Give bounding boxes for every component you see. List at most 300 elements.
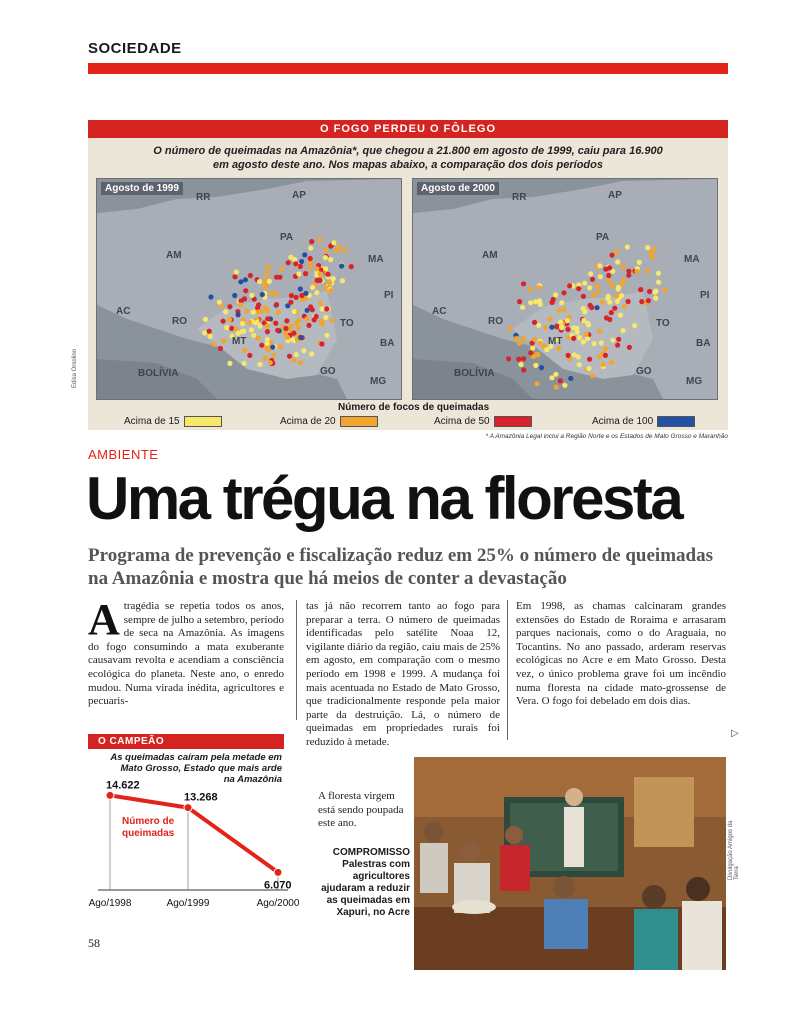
fire-dot — [307, 265, 312, 270]
state-label-go: GO — [636, 366, 652, 377]
infobox-subtitle-line1: O número de queimadas na Amazônia*, que chegou a 21.800 em agosto de 1999, caiu para 16.900 — [153, 145, 663, 157]
fire-dot — [242, 296, 247, 301]
fire-dot — [248, 273, 253, 278]
fire-dot — [260, 292, 265, 297]
fire-dot — [634, 269, 639, 274]
fire-dot — [283, 326, 288, 331]
fire-dot — [591, 292, 596, 297]
fire-dot — [208, 334, 213, 339]
legend-swatch-blue — [657, 416, 695, 427]
fire-dot — [218, 346, 223, 351]
fire-dot — [508, 326, 513, 331]
fire-dot — [599, 340, 604, 345]
fire-dot — [323, 255, 328, 260]
legend-swatch-red — [494, 416, 532, 427]
fire-dot — [610, 283, 615, 288]
state-label-ro: RO — [172, 316, 187, 327]
fire-dot — [567, 283, 572, 288]
state-label-am: AM — [166, 250, 182, 261]
fire-dot — [289, 293, 294, 298]
map-1999-label: Agosto de 1999 — [101, 182, 183, 195]
fire-dot — [251, 333, 256, 338]
body-col2b-text: A floresta virgem está sendo poupada este ano. — [318, 790, 404, 830]
fire-dot — [294, 295, 299, 300]
state-label-pa: PA — [596, 232, 610, 243]
fire-dot — [325, 333, 330, 338]
fire-dot — [561, 307, 566, 312]
state-label-ap: AP — [292, 190, 306, 201]
column-rule-2 — [507, 600, 508, 740]
fire-dot — [242, 348, 247, 353]
fire-dot — [576, 354, 581, 359]
chart-value-label: 13.268 — [184, 791, 218, 804]
fire-dot — [554, 324, 559, 329]
body-col3-text: Em 1998, as chamas calcinaram grandes extensões do Estado de Roraima e arrasaram parques nacionais, como o do Araguaia, no Tocantins. No ano passado, arderam reservas ecológicas no Acre e em Mato Grosso. Desta vez, o único problema grave foi um incêndio numa floresta na cidade mato-grossense de Vera. O fogo foi debelado em dois dias. — [516, 600, 726, 708]
fire-dot — [294, 352, 299, 357]
fire-dot — [571, 325, 576, 330]
fire-dot — [575, 330, 580, 335]
fire-dot — [562, 383, 567, 388]
state-label-rr: RR — [196, 192, 211, 203]
kicker: AMBIENTE — [88, 447, 159, 462]
fire-dot — [293, 261, 298, 266]
fire-dot — [208, 294, 213, 299]
fire-dot — [232, 274, 237, 279]
legend-swatch-yellow — [184, 416, 222, 427]
fire-dot — [212, 342, 217, 347]
infobox-subtitle — [88, 144, 728, 172]
fire-dot — [319, 341, 324, 346]
headline: Uma trégua na floresta — [86, 465, 682, 532]
fire-dot — [303, 271, 308, 276]
fire-dot — [528, 300, 533, 305]
state-label-ac: AC — [116, 306, 131, 317]
photo-caption-text: Palestras com agricultores ajudaram a reduzir as queimadas em Xapuri, no Acre — [321, 859, 410, 918]
fire-dot — [271, 353, 276, 358]
fire-dot — [521, 281, 526, 286]
legend-item-15 — [124, 416, 222, 427]
fire-dot — [532, 337, 537, 342]
fire-dot — [576, 286, 581, 291]
fire-dot — [594, 305, 599, 310]
legend-label-20: Acima de 20 — [280, 416, 336, 427]
fire-dot — [607, 317, 612, 322]
fire-dot — [221, 338, 226, 343]
fire-dot — [585, 336, 590, 341]
dek: Programa de prevenção e fiscalização reduz em 25% o número de queimadas na Amazônia e mostra que há meios de conter a devastação — [88, 545, 713, 589]
fire-dot — [618, 313, 623, 318]
fire-dot — [536, 323, 541, 328]
fire-dot — [547, 317, 552, 322]
fire-dot — [256, 309, 261, 314]
fire-dot — [223, 309, 228, 314]
fire-dot — [304, 316, 309, 321]
fire-dot — [340, 278, 345, 283]
fire-dot — [298, 264, 303, 269]
fire-dot — [238, 279, 243, 284]
fire-dot — [288, 324, 293, 329]
fire-dot — [539, 365, 544, 370]
fire-dot — [606, 273, 611, 278]
fire-dot — [264, 346, 269, 351]
fire-dot — [284, 318, 289, 323]
fire-dot — [517, 341, 522, 346]
fire-dot — [256, 302, 261, 307]
fire-dot — [257, 279, 262, 284]
photo-caption-title: COMPROMISSO — [332, 847, 410, 858]
chart-point — [184, 804, 192, 812]
page-number: 58 — [88, 936, 100, 950]
fire-dot — [616, 287, 621, 292]
fire-dot — [588, 303, 593, 308]
fire-dot — [612, 306, 617, 311]
fire-dot — [528, 287, 533, 292]
fire-dot — [559, 300, 564, 305]
fire-dot — [331, 276, 336, 281]
fire-dot — [247, 353, 252, 358]
fire-dot — [603, 353, 608, 358]
fire-dot — [558, 378, 563, 383]
state-label-mt: MT — [548, 336, 563, 347]
fire-dot — [549, 375, 554, 380]
fire-dot — [520, 305, 525, 310]
fire-dot — [275, 310, 280, 315]
state-label-ba: BA — [696, 338, 711, 349]
fire-dot — [312, 317, 317, 322]
state-label-to: TO — [656, 318, 670, 329]
fire-dot — [285, 335, 290, 340]
fire-dot — [236, 312, 241, 317]
fire-dot — [653, 289, 658, 294]
fire-dot — [621, 328, 626, 333]
body-column-2 — [306, 600, 500, 750]
fire-dot — [619, 282, 624, 287]
fire-dot — [581, 339, 586, 344]
photo-caption — [318, 847, 410, 919]
body-column-3 — [516, 600, 726, 709]
fire-dot — [265, 329, 270, 334]
fire-dot — [314, 266, 319, 271]
fire-dot — [207, 329, 212, 334]
legend-swatch-orange — [340, 416, 378, 427]
fire-dot — [590, 277, 595, 282]
chart-series-label: Número de queimadas — [122, 816, 175, 839]
fire-dot — [551, 297, 556, 302]
fire-dot — [639, 299, 644, 304]
fire-dot — [532, 320, 537, 325]
champion-caption: As queimadas caíram pela metade em Mato Grosso, Estado que mais arde na Amazônia — [110, 752, 282, 785]
state-label-go: GO — [320, 366, 336, 377]
infobox-subtitle-line2: em agosto deste ano. Nos mapas abaixo, a comparação dos dois períodos — [212, 159, 603, 171]
fire-dot — [249, 327, 254, 332]
fire-dot — [249, 293, 254, 298]
fire-dot — [632, 323, 637, 328]
fire-dot — [609, 360, 614, 365]
map-2000 — [412, 178, 718, 400]
fire-dot — [229, 326, 234, 331]
fire-dot — [591, 341, 596, 346]
state-label-ap: AP — [608, 190, 622, 201]
fire-dot — [263, 356, 268, 361]
champion-title: O CAMPEÃO — [88, 734, 284, 749]
fire-dot — [274, 302, 279, 307]
fire-dot — [279, 266, 284, 271]
fire-dot — [265, 341, 270, 346]
fire-dot — [638, 287, 643, 292]
fire-dot — [308, 256, 313, 261]
fire-dot — [533, 363, 538, 368]
fire-dot — [627, 345, 632, 350]
fire-dot — [543, 325, 548, 330]
map-1999-graphic — [97, 179, 401, 399]
infobox — [88, 120, 728, 430]
fire-dot — [288, 300, 293, 305]
fire-dot — [318, 271, 323, 276]
fire-dot — [637, 260, 642, 265]
infobox-footnote: * A Amazônia Legal inclui a Região Norte e os Estados de Mato Grosso e Maranhão — [485, 433, 728, 440]
fire-dot — [265, 323, 270, 328]
fire-dot — [556, 308, 561, 313]
fire-dot — [328, 257, 333, 262]
fire-dot — [597, 354, 602, 359]
fire-dot — [537, 341, 542, 346]
fire-dot — [274, 275, 279, 280]
fire-dot — [597, 263, 602, 268]
fire-dot — [299, 259, 304, 264]
champion-chart — [88, 779, 300, 915]
fire-dot — [516, 357, 521, 362]
fire-dot — [506, 356, 511, 361]
fire-dot — [521, 336, 526, 341]
fire-dot — [598, 274, 603, 279]
fire-dot — [288, 255, 293, 260]
fire-dot — [296, 325, 301, 330]
state-label-pi: PI — [700, 290, 710, 301]
state-label-ac: AC — [432, 306, 447, 317]
end-marker-icon: ▷ — [731, 728, 739, 739]
fire-dot — [270, 345, 275, 350]
fire-dot — [553, 292, 558, 297]
fire-dot — [320, 321, 325, 326]
state-label-ro: RO — [488, 316, 503, 327]
fire-dot — [514, 336, 519, 341]
photo-credit: Divulgação Amigos da Terra — [728, 820, 740, 880]
fire-dot — [292, 309, 297, 314]
infobox-title: O FOGO PERDEU O FÔLEGO — [88, 120, 728, 138]
chart-point — [274, 868, 282, 876]
legend-title: Número de focos de queimadas — [338, 402, 490, 413]
fire-dot — [538, 302, 543, 307]
fire-dot — [662, 287, 667, 292]
fire-dot — [243, 277, 248, 282]
fire-dot — [519, 362, 524, 367]
fire-dot — [303, 291, 308, 296]
chart-value-label: 6.070 — [264, 879, 292, 892]
fire-dot — [625, 244, 630, 249]
fire-dot — [224, 325, 229, 330]
fire-dot — [549, 325, 554, 330]
fire-dot — [648, 251, 653, 256]
fire-dot — [584, 332, 589, 337]
fire-dot — [535, 381, 540, 386]
fire-dot — [615, 343, 620, 348]
state-label-ba: BA — [380, 338, 395, 349]
fire-dot — [298, 335, 303, 340]
fire-dot — [273, 321, 278, 326]
fire-dot — [247, 320, 252, 325]
fire-dot — [566, 353, 571, 358]
fire-dot — [553, 372, 558, 377]
fire-dot — [587, 357, 592, 362]
fire-dot — [581, 306, 586, 311]
fire-dot — [565, 318, 570, 323]
state-label-ma: MA — [368, 254, 384, 265]
fire-dot — [275, 328, 280, 333]
fire-dot — [268, 360, 273, 365]
fire-dot — [601, 362, 606, 367]
fire-dot — [266, 264, 271, 269]
section-rule — [88, 63, 728, 74]
fire-dot — [614, 249, 619, 254]
fire-dot — [349, 264, 354, 269]
fire-dot — [622, 304, 627, 309]
fire-dot — [292, 358, 297, 363]
chart-point — [106, 791, 114, 799]
fire-dot — [530, 346, 535, 351]
fire-dot — [296, 271, 301, 276]
fire-dot — [325, 272, 330, 277]
fire-dot — [323, 286, 328, 291]
fire-dot — [626, 299, 631, 304]
fire-dot — [317, 237, 322, 242]
fire-dot — [554, 385, 559, 390]
fire-dot — [234, 269, 239, 274]
fire-dot — [267, 279, 272, 284]
fire-dot — [558, 320, 563, 325]
fire-dot — [577, 362, 582, 367]
fire-dot — [528, 350, 533, 355]
chart-category-label: Ago/1998 — [88, 898, 132, 909]
fire-dot — [318, 301, 323, 306]
fire-dot — [521, 356, 526, 361]
state-label-mg: MG — [370, 376, 387, 387]
photo-graphic — [414, 757, 726, 970]
fire-dot — [645, 269, 650, 274]
dropcap: A — [88, 595, 120, 644]
fire-dot — [331, 240, 336, 245]
fire-dot — [610, 338, 615, 343]
fire-dot — [308, 246, 313, 251]
fire-dot — [614, 293, 619, 298]
fire-dot — [586, 366, 591, 371]
body-col1-text: tragédia se repetia todos os anos, sempre de julho a setembro, período de seca na Amazônia. As imagens do fogo consumindo a mata exuberante causavam revolta e acendiam a consciência ecológica do planeta. Neste ano, o enredo mudou. Numa virada inédita, agricultores e pecuaris- — [88, 600, 284, 708]
legend-label-100: Acima de 100 — [592, 416, 654, 427]
map-2000-graphic — [413, 179, 717, 399]
fire-dot — [342, 247, 347, 252]
fire-dot — [653, 296, 658, 301]
fire-dot — [259, 343, 264, 348]
map-2000-label: Agosto de 2000 — [417, 182, 499, 195]
fire-dot — [227, 361, 232, 366]
fire-dot — [597, 329, 602, 334]
fire-dot — [605, 296, 610, 301]
fire-dot — [582, 281, 587, 286]
fire-dot — [298, 286, 303, 291]
chart-value-label: 14.622 — [106, 779, 140, 792]
legend-label-50: Acima de 50 — [434, 416, 490, 427]
fire-dot — [256, 335, 261, 340]
fire-dot — [585, 321, 590, 326]
state-label-ma: MA — [684, 254, 700, 265]
fire-dot — [217, 300, 222, 305]
fire-dot — [324, 306, 329, 311]
legend-item-100 — [592, 416, 695, 427]
fire-dot — [603, 346, 608, 351]
fire-dot — [544, 347, 549, 352]
legend-item-20 — [280, 416, 378, 427]
fire-dot — [646, 298, 651, 303]
fire-dot — [577, 335, 582, 340]
fire-dot — [621, 264, 626, 269]
fire-dot — [603, 267, 608, 272]
fire-dot — [645, 245, 650, 250]
fire-dot — [323, 247, 328, 252]
fire-dot — [309, 239, 314, 244]
fire-dot — [606, 278, 611, 283]
fire-dot — [251, 310, 256, 315]
fire-dot — [240, 321, 245, 326]
fire-dot — [327, 280, 332, 285]
fire-dot — [571, 336, 576, 341]
chart-category-label: Ago/2000 — [256, 898, 300, 909]
fire-dot — [297, 318, 302, 323]
fire-dot — [227, 304, 232, 309]
fire-dot — [616, 337, 621, 342]
fire-dot — [329, 318, 334, 323]
fire-dot — [301, 348, 306, 353]
fire-dot — [244, 309, 249, 314]
state-label-to: TO — [340, 318, 354, 329]
fire-dot — [203, 317, 208, 322]
fire-dot — [286, 260, 291, 265]
legend-item-50 — [434, 416, 532, 427]
fire-dot — [278, 344, 283, 349]
legend-label-15: Acima de 15 — [124, 416, 180, 427]
state-label-mt: MT — [232, 336, 247, 347]
infobox-credit: Edisa Orsolino — [72, 348, 78, 388]
fire-dot — [323, 315, 328, 320]
fire-dot — [323, 266, 328, 271]
fire-dot — [298, 360, 303, 365]
fire-dot — [609, 310, 614, 315]
state-label-am: AM — [482, 250, 498, 261]
fire-dot — [568, 376, 573, 381]
fire-dot — [265, 316, 270, 321]
fire-dot — [581, 294, 586, 299]
fire-dot — [302, 252, 307, 257]
section-label: SOCIEDADE — [88, 40, 182, 57]
fire-dot — [202, 330, 207, 335]
body-col2-text: tas já não recorrem tanto ao fogo para preparar a terra. O número de queimadas identificadas pelo satélite Noaa 12, vigilante diário da região, caiu mais de 25% em agosto, em comparação com o mesmo período em 1998 e 1999. A mudança foi mais acentuada no Estado de Mato Grosso, que tradicionalmente responde pela maior parte da destruição. Lá, o número de queimadas em propriedades rurais foi reduzido à metade. — [306, 600, 500, 748]
fire-dot — [227, 317, 232, 322]
chart-category-label: Ago/1999 — [166, 898, 210, 909]
body-column-1 — [88, 595, 284, 709]
fire-dot — [265, 308, 270, 313]
fire-dot — [559, 324, 564, 329]
fire-dot — [257, 362, 262, 367]
fire-dot — [320, 306, 325, 311]
fire-dot — [565, 327, 570, 332]
